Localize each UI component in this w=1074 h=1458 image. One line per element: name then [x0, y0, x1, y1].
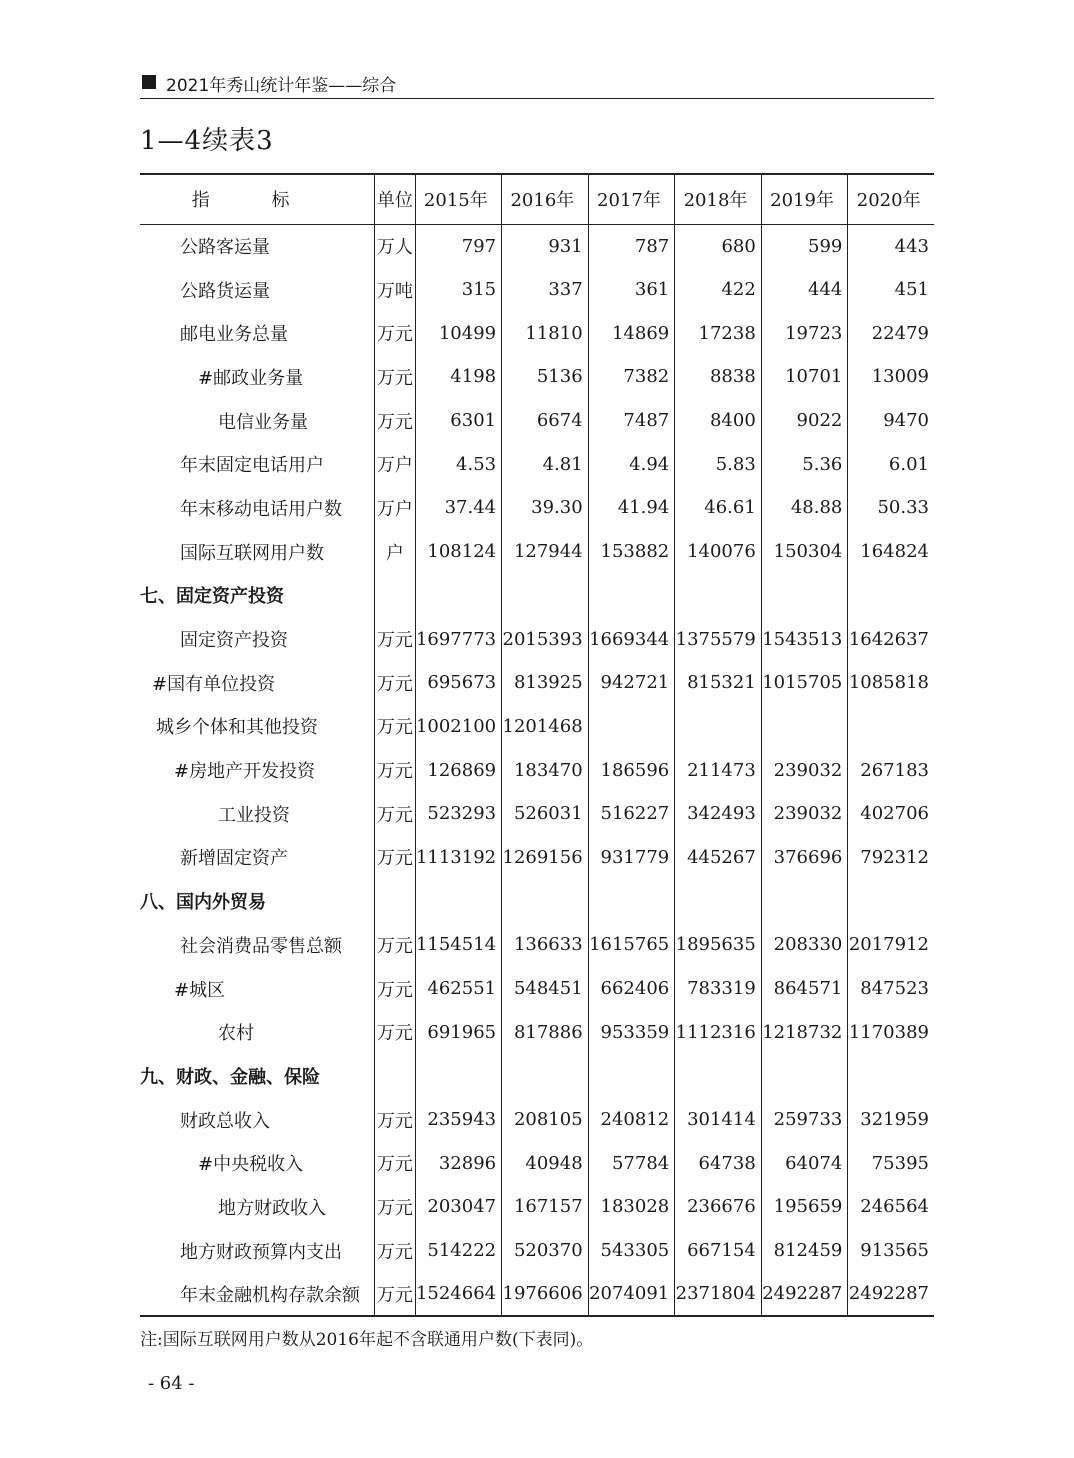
cell-value-2016: 526031 — [502, 792, 589, 836]
cell-value-2020 — [848, 574, 934, 618]
cell-value-2018: 2371804 — [675, 1273, 762, 1317]
row-indicator-name: 公路货运量 — [180, 280, 270, 302]
table-row — [140, 1010, 934, 1054]
cell-value-2017: 516227 — [588, 792, 675, 836]
cell-value-2017: 41.94 — [588, 486, 675, 530]
cell-value-2015: 37.44 — [415, 486, 502, 530]
cell-value-2016 — [502, 1054, 589, 1098]
cell-value-2018: 236676 — [675, 1185, 762, 1229]
cell-value-2019 — [761, 1054, 848, 1098]
cell-value-2020: 6.01 — [848, 442, 934, 486]
statistics-table — [140, 173, 934, 1317]
table-row — [140, 1185, 934, 1229]
cell-value-2017 — [588, 574, 675, 618]
cell-value-2018: 445267 — [675, 836, 762, 880]
cell-value-2019: 208330 — [761, 923, 848, 967]
row-indicator-name: #国有单位投资 — [152, 673, 276, 695]
table-row — [140, 1229, 934, 1273]
row-indicator-name: 固定资产投资 — [180, 630, 288, 652]
cell-value-2018: 5.83 — [675, 442, 762, 486]
table-row — [140, 530, 934, 574]
table-row — [140, 355, 934, 399]
cell-value-2019: 599 — [761, 224, 848, 268]
cell-value-2018: 680 — [675, 224, 762, 268]
cell-value-2018: 422 — [675, 268, 762, 312]
column-header-unit: 单位 — [375, 174, 415, 224]
cell-value-2020: 50.33 — [848, 486, 934, 530]
cell-value-2020: 1642637 — [848, 617, 934, 661]
row-unit: 万户 — [375, 486, 415, 530]
cell-value-2016 — [502, 574, 589, 618]
cell-value-2016: 1201468 — [502, 705, 589, 749]
cell-value-2015: 32896 — [415, 1141, 502, 1185]
cell-value-2019: 9022 — [761, 399, 848, 443]
row-indicator-name: 城乡个体和其他投资 — [156, 717, 318, 739]
table-row — [140, 1141, 934, 1185]
cell-value-2019: 1015705 — [761, 661, 848, 705]
cell-value-2019: 1543513 — [761, 617, 848, 661]
cell-value-2017: 361 — [588, 268, 675, 312]
cell-value-2016: 1976606 — [502, 1273, 589, 1317]
cell-value-2016: 817886 — [502, 1010, 589, 1054]
row-indicator-name: 地方财政预算内支出 — [180, 1241, 342, 1263]
row-unit: 万元 — [375, 748, 415, 792]
cell-value-2015: 6301 — [415, 399, 502, 443]
cell-value-2017: 2074091 — [588, 1273, 675, 1317]
row-unit: 万人 — [375, 224, 415, 268]
row-unit: 万元 — [375, 1185, 415, 1229]
cell-value-2018: 1112316 — [675, 1010, 762, 1054]
cell-value-2016: 39.30 — [502, 486, 589, 530]
row-unit: 万元 — [375, 617, 415, 661]
cell-value-2019: 19723 — [761, 311, 848, 355]
cell-value-2016: 167157 — [502, 1185, 589, 1229]
cell-value-2016: 1269156 — [502, 836, 589, 880]
cell-value-2018: 783319 — [675, 967, 762, 1011]
cell-value-2017: 186596 — [588, 748, 675, 792]
row-unit: 万元 — [375, 661, 415, 705]
cell-value-2017: 14869 — [588, 311, 675, 355]
cell-value-2019: 5.36 — [761, 442, 848, 486]
row-indicator-name: 电信业务量 — [218, 411, 308, 433]
row-indicator-name: #中央税收入 — [198, 1154, 304, 1176]
cell-value-2018: 342493 — [675, 792, 762, 836]
header-text: 2021年秀山统计年鉴——综合 — [166, 76, 397, 96]
cell-value-2017: 1669344 — [588, 617, 675, 661]
table-row — [140, 617, 934, 661]
cell-value-2017: 7382 — [588, 355, 675, 399]
column-header-indicator: 指 标 — [140, 174, 375, 224]
cell-value-2018: 8838 — [675, 355, 762, 399]
cell-value-2018: 8400 — [675, 399, 762, 443]
cell-value-2015: 1154514 — [415, 923, 502, 967]
cell-value-2015: 695673 — [415, 661, 502, 705]
cell-value-2017: 931779 — [588, 836, 675, 880]
cell-value-2017: 942721 — [588, 661, 675, 705]
column-header-2015: 2015年 — [415, 174, 502, 224]
row-indicator-name: 公路客运量 — [180, 237, 270, 259]
cell-value-2019: 812459 — [761, 1229, 848, 1273]
cell-value-2015 — [415, 1054, 502, 1098]
cell-value-2015: 1113192 — [415, 836, 502, 880]
cell-value-2015: 10499 — [415, 311, 502, 355]
cell-value-2015: 514222 — [415, 1229, 502, 1273]
row-unit: 万元 — [375, 836, 415, 880]
table-row — [140, 574, 934, 618]
row-unit: 万户 — [375, 442, 415, 486]
column-header-2018: 2018年 — [675, 174, 762, 224]
column-header-2016: 2016年 — [502, 174, 589, 224]
cell-value-2016: 183470 — [502, 748, 589, 792]
cell-value-2019: 444 — [761, 268, 848, 312]
cell-value-2018 — [675, 705, 762, 749]
square-bullet-icon — [142, 75, 156, 89]
cell-value-2016 — [502, 879, 589, 923]
cell-value-2015: 4198 — [415, 355, 502, 399]
cell-value-2015: 235943 — [415, 1098, 502, 1142]
cell-value-2017: 1615765 — [588, 923, 675, 967]
cell-value-2019: 259733 — [761, 1098, 848, 1142]
row-unit: 万元 — [375, 1141, 415, 1185]
cell-value-2018: 46.61 — [675, 486, 762, 530]
cell-value-2020 — [848, 705, 934, 749]
cell-value-2020 — [848, 879, 934, 923]
cell-value-2020: 2492287 — [848, 1273, 934, 1317]
row-indicator-name: #城区 — [174, 979, 226, 1001]
cell-value-2017: 662406 — [588, 967, 675, 1011]
cell-value-2019: 239032 — [761, 748, 848, 792]
cell-value-2019: 64074 — [761, 1141, 848, 1185]
cell-value-2018: 211473 — [675, 748, 762, 792]
column-header-2019: 2019年 — [761, 174, 848, 224]
row-indicator-name: 八、国内外贸易 — [140, 892, 266, 914]
cell-value-2016: 2015393 — [502, 617, 589, 661]
cell-value-2015: 1524664 — [415, 1273, 502, 1317]
cell-value-2020 — [848, 1054, 934, 1098]
row-indicator-name: 农村 — [218, 1023, 254, 1045]
cell-value-2018: 815321 — [675, 661, 762, 705]
table-header-row — [140, 174, 934, 224]
cell-value-2019: 150304 — [761, 530, 848, 574]
cell-value-2018 — [675, 574, 762, 618]
page-number: - 64 - — [148, 1373, 195, 1394]
cell-value-2020: 164824 — [848, 530, 934, 574]
table-row — [140, 705, 934, 749]
row-unit: 万元 — [375, 1098, 415, 1142]
table-row — [140, 311, 934, 355]
row-indicator-name: 社会消费品零售总额 — [180, 935, 342, 957]
cell-value-2017: 57784 — [588, 1141, 675, 1185]
cell-value-2017 — [588, 1054, 675, 1098]
cell-value-2020: 22479 — [848, 311, 934, 355]
cell-value-2020: 9470 — [848, 399, 934, 443]
row-unit — [375, 574, 415, 618]
table-row — [140, 224, 934, 268]
cell-value-2016: 40948 — [502, 1141, 589, 1185]
table-row — [140, 836, 934, 880]
row-unit: 万元 — [375, 792, 415, 836]
row-unit: 万元 — [375, 1229, 415, 1273]
row-unit: 万元 — [375, 311, 415, 355]
row-unit — [375, 879, 415, 923]
cell-value-2017: 240812 — [588, 1098, 675, 1142]
cell-value-2019: 195659 — [761, 1185, 848, 1229]
column-header-2020: 2020年 — [848, 174, 934, 224]
cell-value-2020: 1170389 — [848, 1010, 934, 1054]
row-indicator-name: 地方财政收入 — [218, 1197, 326, 1219]
cell-value-2018: 17238 — [675, 311, 762, 355]
column-header-2017: 2017年 — [588, 174, 675, 224]
cell-value-2018 — [675, 1054, 762, 1098]
cell-value-2017: 7487 — [588, 399, 675, 443]
cell-value-2017: 953359 — [588, 1010, 675, 1054]
cell-value-2015 — [415, 574, 502, 618]
cell-value-2015: 203047 — [415, 1185, 502, 1229]
row-indicator-name: 新增固定资产 — [180, 848, 288, 870]
cell-value-2017 — [588, 879, 675, 923]
cell-value-2019 — [761, 705, 848, 749]
cell-value-2015: 126869 — [415, 748, 502, 792]
row-unit: 万元 — [375, 1273, 415, 1317]
cell-value-2016: 127944 — [502, 530, 589, 574]
row-unit — [375, 1054, 415, 1098]
cell-value-2019: 239032 — [761, 792, 848, 836]
table-title: 1—4续表3 — [140, 126, 274, 156]
cell-value-2017: 153882 — [588, 530, 675, 574]
row-indicator-name: 年末移动电话用户数 — [180, 498, 342, 520]
cell-value-2019: 10701 — [761, 355, 848, 399]
table-row — [140, 1054, 934, 1098]
cell-value-2018 — [675, 879, 762, 923]
cell-value-2020: 75395 — [848, 1141, 934, 1185]
row-unit: 万元 — [375, 923, 415, 967]
cell-value-2015: 4.53 — [415, 442, 502, 486]
table-row — [140, 268, 934, 312]
cell-value-2016: 6674 — [502, 399, 589, 443]
cell-value-2016: 337 — [502, 268, 589, 312]
cell-value-2019: 376696 — [761, 836, 848, 880]
cell-value-2017: 787 — [588, 224, 675, 268]
table-row — [140, 1273, 934, 1317]
row-indicator-name: 九、财政、金融、保险 — [140, 1066, 320, 1088]
cell-value-2017: 543305 — [588, 1229, 675, 1273]
cell-value-2018: 64738 — [675, 1141, 762, 1185]
cell-value-2018: 1375579 — [675, 617, 762, 661]
cell-value-2016: 136633 — [502, 923, 589, 967]
cell-value-2017: 4.94 — [588, 442, 675, 486]
cell-value-2016: 5136 — [502, 355, 589, 399]
cell-value-2020: 847523 — [848, 967, 934, 1011]
cell-value-2018: 1895635 — [675, 923, 762, 967]
row-unit: 万元 — [375, 399, 415, 443]
table-row — [140, 1098, 934, 1142]
cell-value-2015: 797 — [415, 224, 502, 268]
table-row — [140, 661, 934, 705]
cell-value-2015: 108124 — [415, 530, 502, 574]
row-indicator-name: 七、固定资产投资 — [140, 586, 284, 608]
cell-value-2015: 1697773 — [415, 617, 502, 661]
cell-value-2016: 520370 — [502, 1229, 589, 1273]
cell-value-2018: 667154 — [675, 1229, 762, 1273]
row-unit: 万吨 — [375, 268, 415, 312]
cell-value-2020: 443 — [848, 224, 934, 268]
cell-value-2019 — [761, 879, 848, 923]
row-indicator-name: 工业投资 — [218, 804, 290, 826]
cell-value-2017 — [588, 705, 675, 749]
cell-value-2015: 691965 — [415, 1010, 502, 1054]
row-indicator-name: 年末金融机构存款余额 — [140, 1273, 375, 1317]
cell-value-2015: 315 — [415, 268, 502, 312]
table-row — [140, 923, 934, 967]
cell-value-2016: 813925 — [502, 661, 589, 705]
cell-value-2020: 1085818 — [848, 661, 934, 705]
row-indicator-name: #房地产开发投资 — [174, 761, 316, 783]
cell-value-2019: 864571 — [761, 967, 848, 1011]
row-unit: 万元 — [375, 705, 415, 749]
cell-value-2016: 208105 — [502, 1098, 589, 1142]
cell-value-2015 — [415, 879, 502, 923]
cell-value-2020: 321959 — [848, 1098, 934, 1142]
table-row — [140, 442, 934, 486]
table-row — [140, 879, 934, 923]
cell-value-2016: 11810 — [502, 311, 589, 355]
running-header — [140, 70, 934, 99]
cell-value-2020: 267183 — [848, 748, 934, 792]
cell-value-2019: 1218732 — [761, 1010, 848, 1054]
cell-value-2015: 462551 — [415, 967, 502, 1011]
row-indicator-name: 财政总收入 — [180, 1110, 270, 1132]
table-row — [140, 486, 934, 530]
cell-value-2016: 4.81 — [502, 442, 589, 486]
row-unit: 万元 — [375, 355, 415, 399]
cell-value-2020: 792312 — [848, 836, 934, 880]
row-indicator-name: 国际互联网用户数 — [180, 542, 324, 564]
table-row — [140, 399, 934, 443]
cell-value-2020: 246564 — [848, 1185, 934, 1229]
row-indicator-name: #邮政业务量 — [198, 367, 304, 389]
cell-value-2019 — [761, 574, 848, 618]
cell-value-2015: 523293 — [415, 792, 502, 836]
table-row — [140, 967, 934, 1011]
cell-value-2017: 183028 — [588, 1185, 675, 1229]
cell-value-2020: 2017912 — [848, 923, 934, 967]
cell-value-2020: 451 — [848, 268, 934, 312]
row-unit: 万元 — [375, 1010, 415, 1054]
row-indicator-name: 年末固定电话用户 — [180, 455, 324, 477]
cell-value-2020: 13009 — [848, 355, 934, 399]
row-unit: 户 — [375, 530, 415, 574]
table-row — [140, 792, 934, 836]
cell-value-2018: 140076 — [675, 530, 762, 574]
cell-value-2019: 48.88 — [761, 486, 848, 530]
cell-value-2015: 1002100 — [415, 705, 502, 749]
cell-value-2020: 913565 — [848, 1229, 934, 1273]
footnote: 注:国际互联网用户数从2016年起不含联通用户数(下表同)。 — [140, 1330, 594, 1350]
table-row — [140, 748, 934, 792]
row-indicator-name: 邮电业务总量 — [180, 324, 288, 346]
cell-value-2019: 2492287 — [761, 1273, 848, 1317]
row-unit: 万元 — [375, 967, 415, 1011]
cell-value-2016: 931 — [502, 224, 589, 268]
cell-value-2020: 402706 — [848, 792, 934, 836]
cell-value-2018: 301414 — [675, 1098, 762, 1142]
cell-value-2016: 548451 — [502, 967, 589, 1011]
